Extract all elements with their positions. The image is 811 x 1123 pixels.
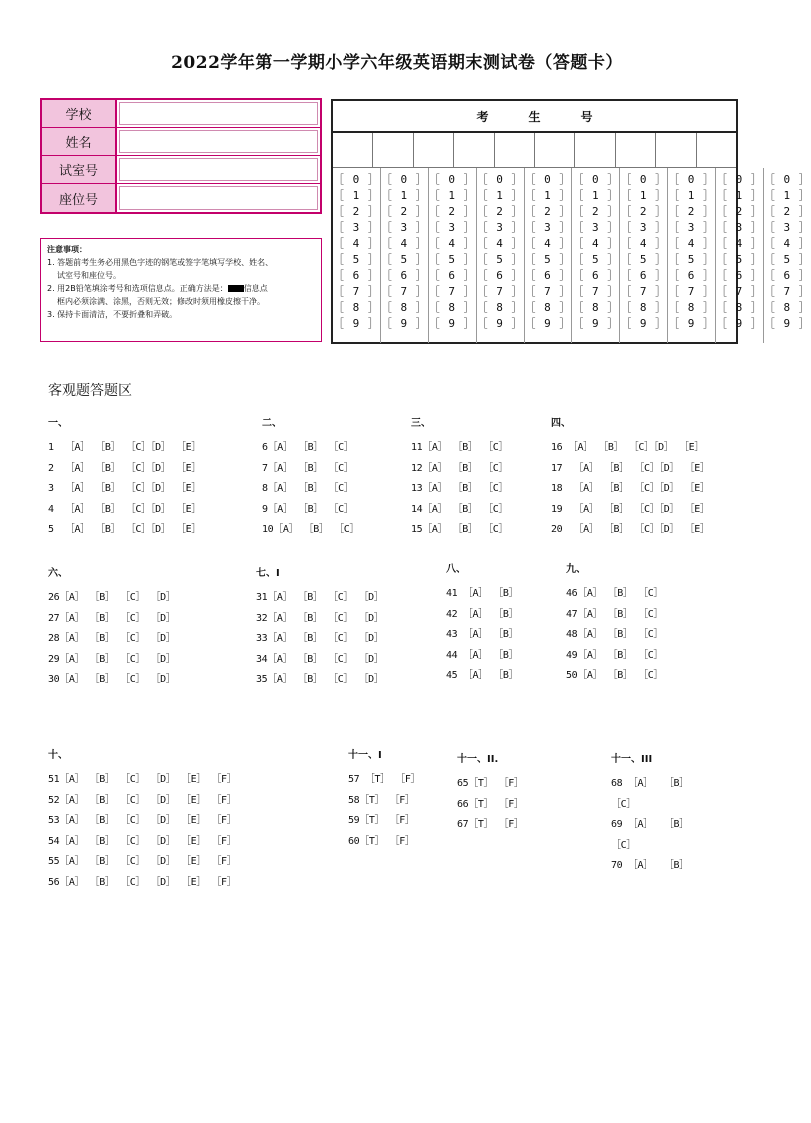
answer-row[interactable]: 3 ［A］ ［B］ ［C］［D］ ［E］ xyxy=(48,483,201,495)
section-title: 一、 xyxy=(48,418,68,429)
exam-number-column xyxy=(477,168,525,343)
info-label: 学校 xyxy=(42,100,117,127)
exam-number-write-cell[interactable] xyxy=(535,133,575,167)
answer-row[interactable]: 33［A］ ［B］ ［C］ ［D］ xyxy=(256,633,384,645)
answer-row[interactable]: 68 ［A］ ［B］ xyxy=(611,778,689,789)
section-title: 四、 xyxy=(551,418,571,429)
answer-row[interactable]: 29［A］ ［B］ ［C］ ［D］ xyxy=(48,653,176,665)
section-11-i xyxy=(348,750,420,852)
answer-row[interactable]: 13［A］ ［B］ ［C］ xyxy=(411,483,508,495)
digit-bubble[interactable]: ［ 2 ］ xyxy=(333,205,380,218)
digit-bubble[interactable]: ［ 1 ］ xyxy=(333,189,380,202)
digit-bubble[interactable]: ［ 1 ］ xyxy=(763,189,811,202)
answer-row[interactable]: 8［A］ ［B］ ［C］ xyxy=(262,483,354,495)
answer-row[interactable]: 52［A］ ［B］ ［C］ ［D］ ［E］ ［F］ xyxy=(48,794,237,806)
answer-row[interactable]: 58［T］ ［F］ xyxy=(348,794,415,806)
answer-row[interactable]: 30［A］ ［B］ ［C］ ［D］ xyxy=(48,674,176,686)
digit-bubble[interactable]: ［ 6 ］ xyxy=(668,269,715,282)
answer-row[interactable]: 16 ［A］ ［B］ ［C］［D］ ［E］ xyxy=(551,442,704,453)
digit-bubble[interactable]: ［ 2 ］ xyxy=(524,205,572,218)
digit-bubble[interactable]: ［ 7 ］ xyxy=(380,285,428,298)
notice-box xyxy=(40,238,322,342)
digit-bubble[interactable]: ［ 2 ］ xyxy=(476,205,524,218)
answer-row[interactable]: 67［T］ ［F］ xyxy=(457,819,524,831)
exam-number-column xyxy=(764,168,811,343)
exam-number-column xyxy=(429,168,477,343)
section-title: 六、 xyxy=(48,568,68,579)
answer-area-title: 客观题答题区 xyxy=(48,383,132,399)
digit-bubble[interactable]: ［ 5 ］ xyxy=(716,253,763,266)
section-8 xyxy=(446,564,518,687)
exam-number-write-cell[interactable] xyxy=(575,133,615,167)
answer-row[interactable]: 2 ［A］ ［B］ ［C］［D］ ［E］ xyxy=(48,462,201,474)
section-title: 十一、I xyxy=(348,750,382,761)
digit-bubble[interactable]: ［ 0 ］ xyxy=(333,173,380,186)
digit-bubble[interactable]: ［ 0 ］ xyxy=(380,173,428,186)
digit-bubble[interactable]: ［ 8 ］ xyxy=(524,301,572,314)
digit-bubble[interactable]: ［ 7 ］ xyxy=(428,285,476,298)
digit-bubble[interactable]: ［ 1 ］ xyxy=(572,189,620,202)
digit-bubble[interactable]: ［ 9 ］ xyxy=(668,317,715,330)
digit-bubble[interactable]: ［ 1 ］ xyxy=(428,189,476,202)
digit-bubble[interactable]: ［ 7 ］ xyxy=(476,285,524,298)
answer-row[interactable]: 12［A］ ［B］ ［C］ xyxy=(411,462,508,474)
digit-bubble[interactable]: ［ 4 ］ xyxy=(428,237,476,250)
digit-bubble[interactable]: ［ 4 ］ xyxy=(620,237,668,250)
digit-bubble[interactable]: ［ 6 ］ xyxy=(763,269,811,282)
digit-bubble[interactable]: ［ 7 ］ xyxy=(524,285,572,298)
section-title: 九、 xyxy=(566,564,586,575)
school-field[interactable] xyxy=(119,102,318,125)
exam-number-write-cell[interactable] xyxy=(454,133,494,167)
digit-bubble[interactable]: ［ 2 ］ xyxy=(763,205,811,218)
exam-number-write-cell[interactable] xyxy=(697,133,736,167)
answer-row[interactable]: 26［A］ ［B］ ［C］ ［D］ xyxy=(48,592,176,603)
answer-row[interactable]: 20 ［A］ ［B］ ［C］［D］ ［E］ xyxy=(551,524,710,536)
exam-number-write-cell[interactable] xyxy=(616,133,656,167)
answer-row[interactable]: 41 ［A］ ［B］ xyxy=(446,588,519,599)
answer-row[interactable]: 28［A］ ［B］ ［C］ ［D］ xyxy=(48,633,176,645)
digit-bubble[interactable]: ［ 5 ］ xyxy=(572,253,620,266)
notice-item: 3. 保持卡面清洁，不要折叠和弄破。 xyxy=(47,310,178,319)
exam-number-column xyxy=(572,168,620,343)
digit-bubble[interactable]: ［ 4 ］ xyxy=(476,237,524,250)
answer-row[interactable]: 56［A］ ［B］ ［C］ ［D］ ［E］ ［F］ xyxy=(48,876,237,888)
section-3 xyxy=(411,418,508,541)
digit-bubble[interactable]: ［ 5 ］ xyxy=(668,253,715,266)
digit-bubble[interactable]: ［ 2 ］ xyxy=(716,205,763,218)
digit-bubble[interactable]: ［ 4 ］ xyxy=(333,237,380,250)
digit-bubble[interactable]: ［ 3 ］ xyxy=(380,221,428,234)
page-title: 2022学年第一学期小学六年级英语期末测试卷（答题卡） xyxy=(171,53,623,73)
exam-number-column xyxy=(333,168,381,343)
digit-bubble[interactable]: ［ 5 ］ xyxy=(333,253,380,266)
section-6 xyxy=(48,568,175,691)
digit-bubble[interactable]: ［ 6 ］ xyxy=(476,269,524,282)
info-row-room xyxy=(42,156,320,184)
answer-row[interactable]: 54［A］ ［B］ ［C］ ［D］ ［E］ ［F］ xyxy=(48,835,237,847)
notice-text: 信息点 xyxy=(243,284,268,293)
digit-bubble[interactable]: ［ 8 ］ xyxy=(572,301,620,314)
section-title: 十、 xyxy=(48,750,68,761)
answer-row[interactable]: ［C］ xyxy=(611,839,636,851)
digit-bubble[interactable]: ［ 8 ］ xyxy=(333,301,380,314)
digit-bubble[interactable]: ［ 3 ］ xyxy=(716,221,763,234)
answer-row[interactable]: 9［A］ ［B］ ［C］ xyxy=(262,503,354,515)
section-title: 十一、III xyxy=(611,754,653,765)
exam-number-grid xyxy=(331,99,811,344)
section-9 xyxy=(566,564,663,687)
answer-row[interactable]: 55［A］ ［B］ ［C］ ［D］ ［E］ ［F］ xyxy=(48,856,237,868)
section-title: 七、I xyxy=(256,568,280,579)
digit-bubble[interactable]: ［ 3 ］ xyxy=(763,221,811,234)
digit-bubble[interactable]: ［ 6 ］ xyxy=(333,269,380,282)
answer-row[interactable]: 70 ［A］ ［B］ xyxy=(611,860,689,872)
section-2 xyxy=(262,418,359,541)
notice-item: 试室号和座位号。 xyxy=(57,271,121,280)
info-row-school xyxy=(42,100,320,128)
digit-bubble[interactable]: ［ 8 ］ xyxy=(428,301,476,314)
exam-number-column xyxy=(525,168,573,343)
answer-row[interactable]: 65［T］ ［F］ xyxy=(457,778,524,789)
digit-bubble[interactable]: ［ 7 ］ xyxy=(620,285,668,298)
exam-number-column xyxy=(620,168,668,343)
seat-number-field[interactable] xyxy=(119,186,318,210)
digit-bubble[interactable]: ［ 9 ］ xyxy=(333,317,380,330)
answer-row[interactable]: 47［A］ ［B］ ［C］ xyxy=(566,608,663,620)
digit-bubble[interactable]: ［ 7 ］ xyxy=(668,285,715,298)
info-label: 座位号 xyxy=(42,184,117,212)
answer-row[interactable]: 31［A］ ［B］ ［C］ ［D］ xyxy=(256,592,384,603)
digit-bubble[interactable]: ［ 3 ］ xyxy=(668,221,715,234)
exam-number-header: 考生号 xyxy=(333,101,736,133)
digit-bubble[interactable]: ［ 0 ］ xyxy=(763,173,811,186)
digit-bubble[interactable]: ［ 6 ］ xyxy=(428,269,476,282)
notice-text: 2. 用2B铅笔填涂考号和选项信息点。正确方法是： xyxy=(47,284,228,293)
digit-bubble[interactable]: ［ 5 ］ xyxy=(428,253,476,266)
notice-item: 1. 答题前考生务必用黑色字迹的钢笔或签字笔填写学校、姓名、 xyxy=(47,258,274,267)
digit-bubble[interactable]: ［ 1 ］ xyxy=(476,189,524,202)
exam-number-bubbles xyxy=(333,168,811,343)
section-title: 三、 xyxy=(411,418,431,429)
answer-row[interactable]: 49［A］ ［B］ ［C］ xyxy=(566,649,663,661)
answer-row[interactable]: 69 ［A］ ［B］ xyxy=(611,819,689,831)
exam-number-write-cell[interactable] xyxy=(656,133,696,167)
notice-item: 框内必须涂满、涂黑，否则无效；修改时须用橡皮擦干净。 xyxy=(57,297,265,306)
digit-bubble[interactable]: ［ 9 ］ xyxy=(763,317,811,330)
answer-row[interactable]: 51［A］ ［B］ ［C］ ［D］ ［E］ ［F］ xyxy=(48,774,237,785)
digit-bubble[interactable]: ［ 1 ］ xyxy=(716,189,763,202)
digit-bubble[interactable]: ［ 6 ］ xyxy=(524,269,572,282)
answer-row[interactable]: 14［A］ ［B］ ［C］ xyxy=(411,503,508,515)
exam-number-write-cell[interactable] xyxy=(414,133,454,167)
answer-row[interactable]: 6［A］ ［B］ ［C］ xyxy=(262,442,354,453)
answer-row[interactable]: 5 ［A］ ［B］ ［C］［D］ ［E］ xyxy=(48,524,201,536)
section-10 xyxy=(48,750,236,894)
digit-bubble[interactable]: ［ 0 ］ xyxy=(524,173,572,186)
digit-bubble[interactable]: ［ 9 ］ xyxy=(524,317,572,330)
exam-number-column xyxy=(668,168,716,343)
digit-bubble[interactable]: ［ 8 ］ xyxy=(380,301,428,314)
exam-number-column xyxy=(716,168,764,343)
answer-row[interactable]: 11［A］ ［B］ ［C］ xyxy=(411,442,508,453)
name-field[interactable] xyxy=(119,130,318,153)
filled-bubble-example-icon xyxy=(228,285,244,292)
digit-bubble[interactable]: ［ 0 ］ xyxy=(572,173,620,186)
section-title: 八、 xyxy=(446,564,466,575)
digit-bubble[interactable]: ［ 4 ］ xyxy=(524,237,572,250)
digit-bubble[interactable]: ［ 0 ］ xyxy=(668,173,715,186)
answer-row[interactable]: 48［A］ ［B］ ［C］ xyxy=(566,629,663,641)
digit-bubble[interactable]: ［ 5 ］ xyxy=(763,253,811,266)
digit-bubble[interactable]: ［ 4 ］ xyxy=(763,237,811,250)
digit-bubble[interactable]: ［ 5 ］ xyxy=(380,253,428,266)
answer-row[interactable]: 45 ［A］ ［B］ xyxy=(446,670,519,682)
exam-number-write-cell[interactable] xyxy=(373,133,413,167)
digit-bubble[interactable]: ［ 4 ］ xyxy=(572,237,620,250)
digit-bubble[interactable]: ［ 8 ］ xyxy=(716,301,763,314)
digit-bubble[interactable]: ［ 6 ］ xyxy=(380,269,428,282)
digit-bubble[interactable]: ［ 3 ］ xyxy=(572,221,620,234)
answer-row[interactable]: 18 ［A］ ［B］ ［C］［D］ ［E］ xyxy=(551,483,710,495)
answer-row[interactable]: 53［A］ ［B］ ［C］ ［D］ ［E］ ［F］ xyxy=(48,815,237,827)
digit-bubble[interactable]: ［ 4 ］ xyxy=(380,237,428,250)
digit-bubble[interactable]: ［ 0 ］ xyxy=(716,173,763,186)
digit-bubble[interactable]: ［ 3 ］ xyxy=(524,221,572,234)
exam-number-write-row xyxy=(333,133,736,168)
answer-row[interactable]: 4 ［A］ ［B］ ［C］［D］ ［E］ xyxy=(48,503,201,515)
answer-row[interactable]: 32［A］ ［B］ ［C］ ［D］ xyxy=(256,612,384,624)
exam-number-write-cell[interactable] xyxy=(495,133,535,167)
section-title: 二、 xyxy=(262,418,282,429)
digit-bubble[interactable]: ［ 2 ］ xyxy=(428,205,476,218)
digit-bubble[interactable]: ［ 3 ］ xyxy=(333,221,380,234)
digit-bubble[interactable]: ［ 9 ］ xyxy=(428,317,476,330)
answer-row[interactable]: 7［A］ ［B］ ［C］ xyxy=(262,462,354,474)
digit-bubble[interactable]: ［ 9 ］ xyxy=(476,317,524,330)
info-label: 试室号 xyxy=(42,156,117,183)
info-label: 姓名 xyxy=(42,128,117,155)
digit-bubble[interactable]: ［ 0 ］ xyxy=(476,173,524,186)
digit-bubble[interactable]: ［ 7 ］ xyxy=(763,285,811,298)
info-row-name xyxy=(42,128,320,156)
digit-bubble[interactable]: ［ 2 ］ xyxy=(668,205,715,218)
digit-bubble[interactable]: ［ 1 ］ xyxy=(380,189,428,202)
digit-bubble[interactable]: ［ 1 ］ xyxy=(620,189,668,202)
answer-row[interactable]: 59［T］ ［F］ xyxy=(348,815,415,827)
digit-bubble[interactable]: ［ 1 ］ xyxy=(524,189,572,202)
answer-row[interactable]: 46［A］ ［B］ ［C］ xyxy=(566,588,663,599)
digit-bubble[interactable]: ［ 7 ］ xyxy=(333,285,380,298)
digit-bubble[interactable]: ［ 4 ］ xyxy=(716,237,763,250)
answer-row[interactable]: 15［A］ ［B］ ［C］ xyxy=(411,524,508,536)
digit-bubble[interactable]: ［ 5 ］ xyxy=(476,253,524,266)
exam-number-column xyxy=(381,168,429,343)
digit-bubble[interactable]: ［ 2 ］ xyxy=(380,205,428,218)
section-1 xyxy=(48,418,201,541)
digit-bubble[interactable]: ［ 4 ］ xyxy=(668,237,715,250)
notice-item xyxy=(47,282,315,295)
answer-row[interactable]: 10［A］ ［B］ ［C］ xyxy=(262,524,359,536)
exam-room-field[interactable] xyxy=(119,158,318,181)
digit-bubble[interactable]: ［ 9 ］ xyxy=(572,317,620,330)
digit-bubble[interactable]: ［ 3 ］ xyxy=(428,221,476,234)
digit-bubble[interactable]: ［ 8 ］ xyxy=(763,301,811,314)
answer-row[interactable]: 34［A］ ［B］ ［C］ ［D］ xyxy=(256,653,384,665)
student-info-table xyxy=(40,98,322,214)
answer-row[interactable]: 17 ［A］ ［B］ ［C］［D］ ［E］ xyxy=(551,462,710,474)
digit-bubble[interactable]: ［ 3 ］ xyxy=(476,221,524,234)
digit-bubble[interactable]: ［ 8 ］ xyxy=(668,301,715,314)
digit-bubble[interactable]: ［ 7 ］ xyxy=(572,285,620,298)
digit-bubble[interactable]: ［ 6 ］ xyxy=(620,269,668,282)
digit-bubble[interactable]: ［ 3 ］ xyxy=(620,221,668,234)
digit-bubble[interactable]: ［ 0 ］ xyxy=(428,173,476,186)
section-title: 十一、II. xyxy=(457,754,499,765)
digit-bubble[interactable]: ［ 6 ］ xyxy=(716,269,763,282)
digit-bubble[interactable]: ［ 5 ］ xyxy=(620,253,668,266)
section-11-ii xyxy=(457,754,524,836)
digit-bubble[interactable]: ［ 8 ］ xyxy=(476,301,524,314)
section-11-iii xyxy=(611,754,689,877)
answer-row[interactable]: 19 ［A］ ［B］ ［C］［D］ ［E］ xyxy=(551,503,710,515)
exam-number-write-cell[interactable] xyxy=(333,133,373,167)
digit-bubble[interactable]: ［ 0 ］ xyxy=(620,173,668,186)
digit-bubble[interactable]: ［ 2 ］ xyxy=(620,205,668,218)
answer-row[interactable]: 43 ［A］ ［B］ xyxy=(446,629,519,641)
notice-title: 注意事项： xyxy=(47,245,87,254)
answer-row[interactable]: ［C］ xyxy=(611,798,636,810)
digit-bubble[interactable]: ［ 9 ］ xyxy=(380,317,428,330)
digit-bubble[interactable]: ［ 5 ］ xyxy=(524,253,572,266)
answer-row[interactable]: 42 ［A］ ［B］ xyxy=(446,608,519,620)
digit-bubble[interactable]: ［ 7 ］ xyxy=(716,285,763,298)
info-row-seat xyxy=(42,184,320,212)
answer-row[interactable]: 35［A］ ［B］ ［C］ ［D］ xyxy=(256,674,384,686)
answer-row[interactable]: 60［T］ ［F］ xyxy=(348,835,415,847)
answer-row[interactable]: 57 ［T］ ［F］ xyxy=(348,774,421,785)
digit-bubble[interactable]: ［ 8 ］ xyxy=(620,301,668,314)
answer-row[interactable]: 66［T］ ［F］ xyxy=(457,798,524,810)
digit-bubble[interactable]: ［ 2 ］ xyxy=(572,205,620,218)
answer-row[interactable]: 27［A］ ［B］ ［C］ ［D］ xyxy=(48,612,176,624)
section-7 xyxy=(256,568,383,691)
answer-row[interactable]: 50［A］ ［B］ ［C］ xyxy=(566,670,663,682)
digit-bubble[interactable]: ［ 9 ］ xyxy=(620,317,668,330)
digit-bubble[interactable]: ［ 1 ］ xyxy=(668,189,715,202)
section-4 xyxy=(551,418,709,541)
answer-row[interactable]: 44 ［A］ ［B］ xyxy=(446,649,519,661)
digit-bubble[interactable]: ［ 9 ］ xyxy=(716,317,763,330)
digit-bubble[interactable]: ［ 6 ］ xyxy=(572,269,620,282)
answer-row[interactable]: 1 ［A］ ［B］ ［C］［D］ ［E］ xyxy=(48,442,201,453)
